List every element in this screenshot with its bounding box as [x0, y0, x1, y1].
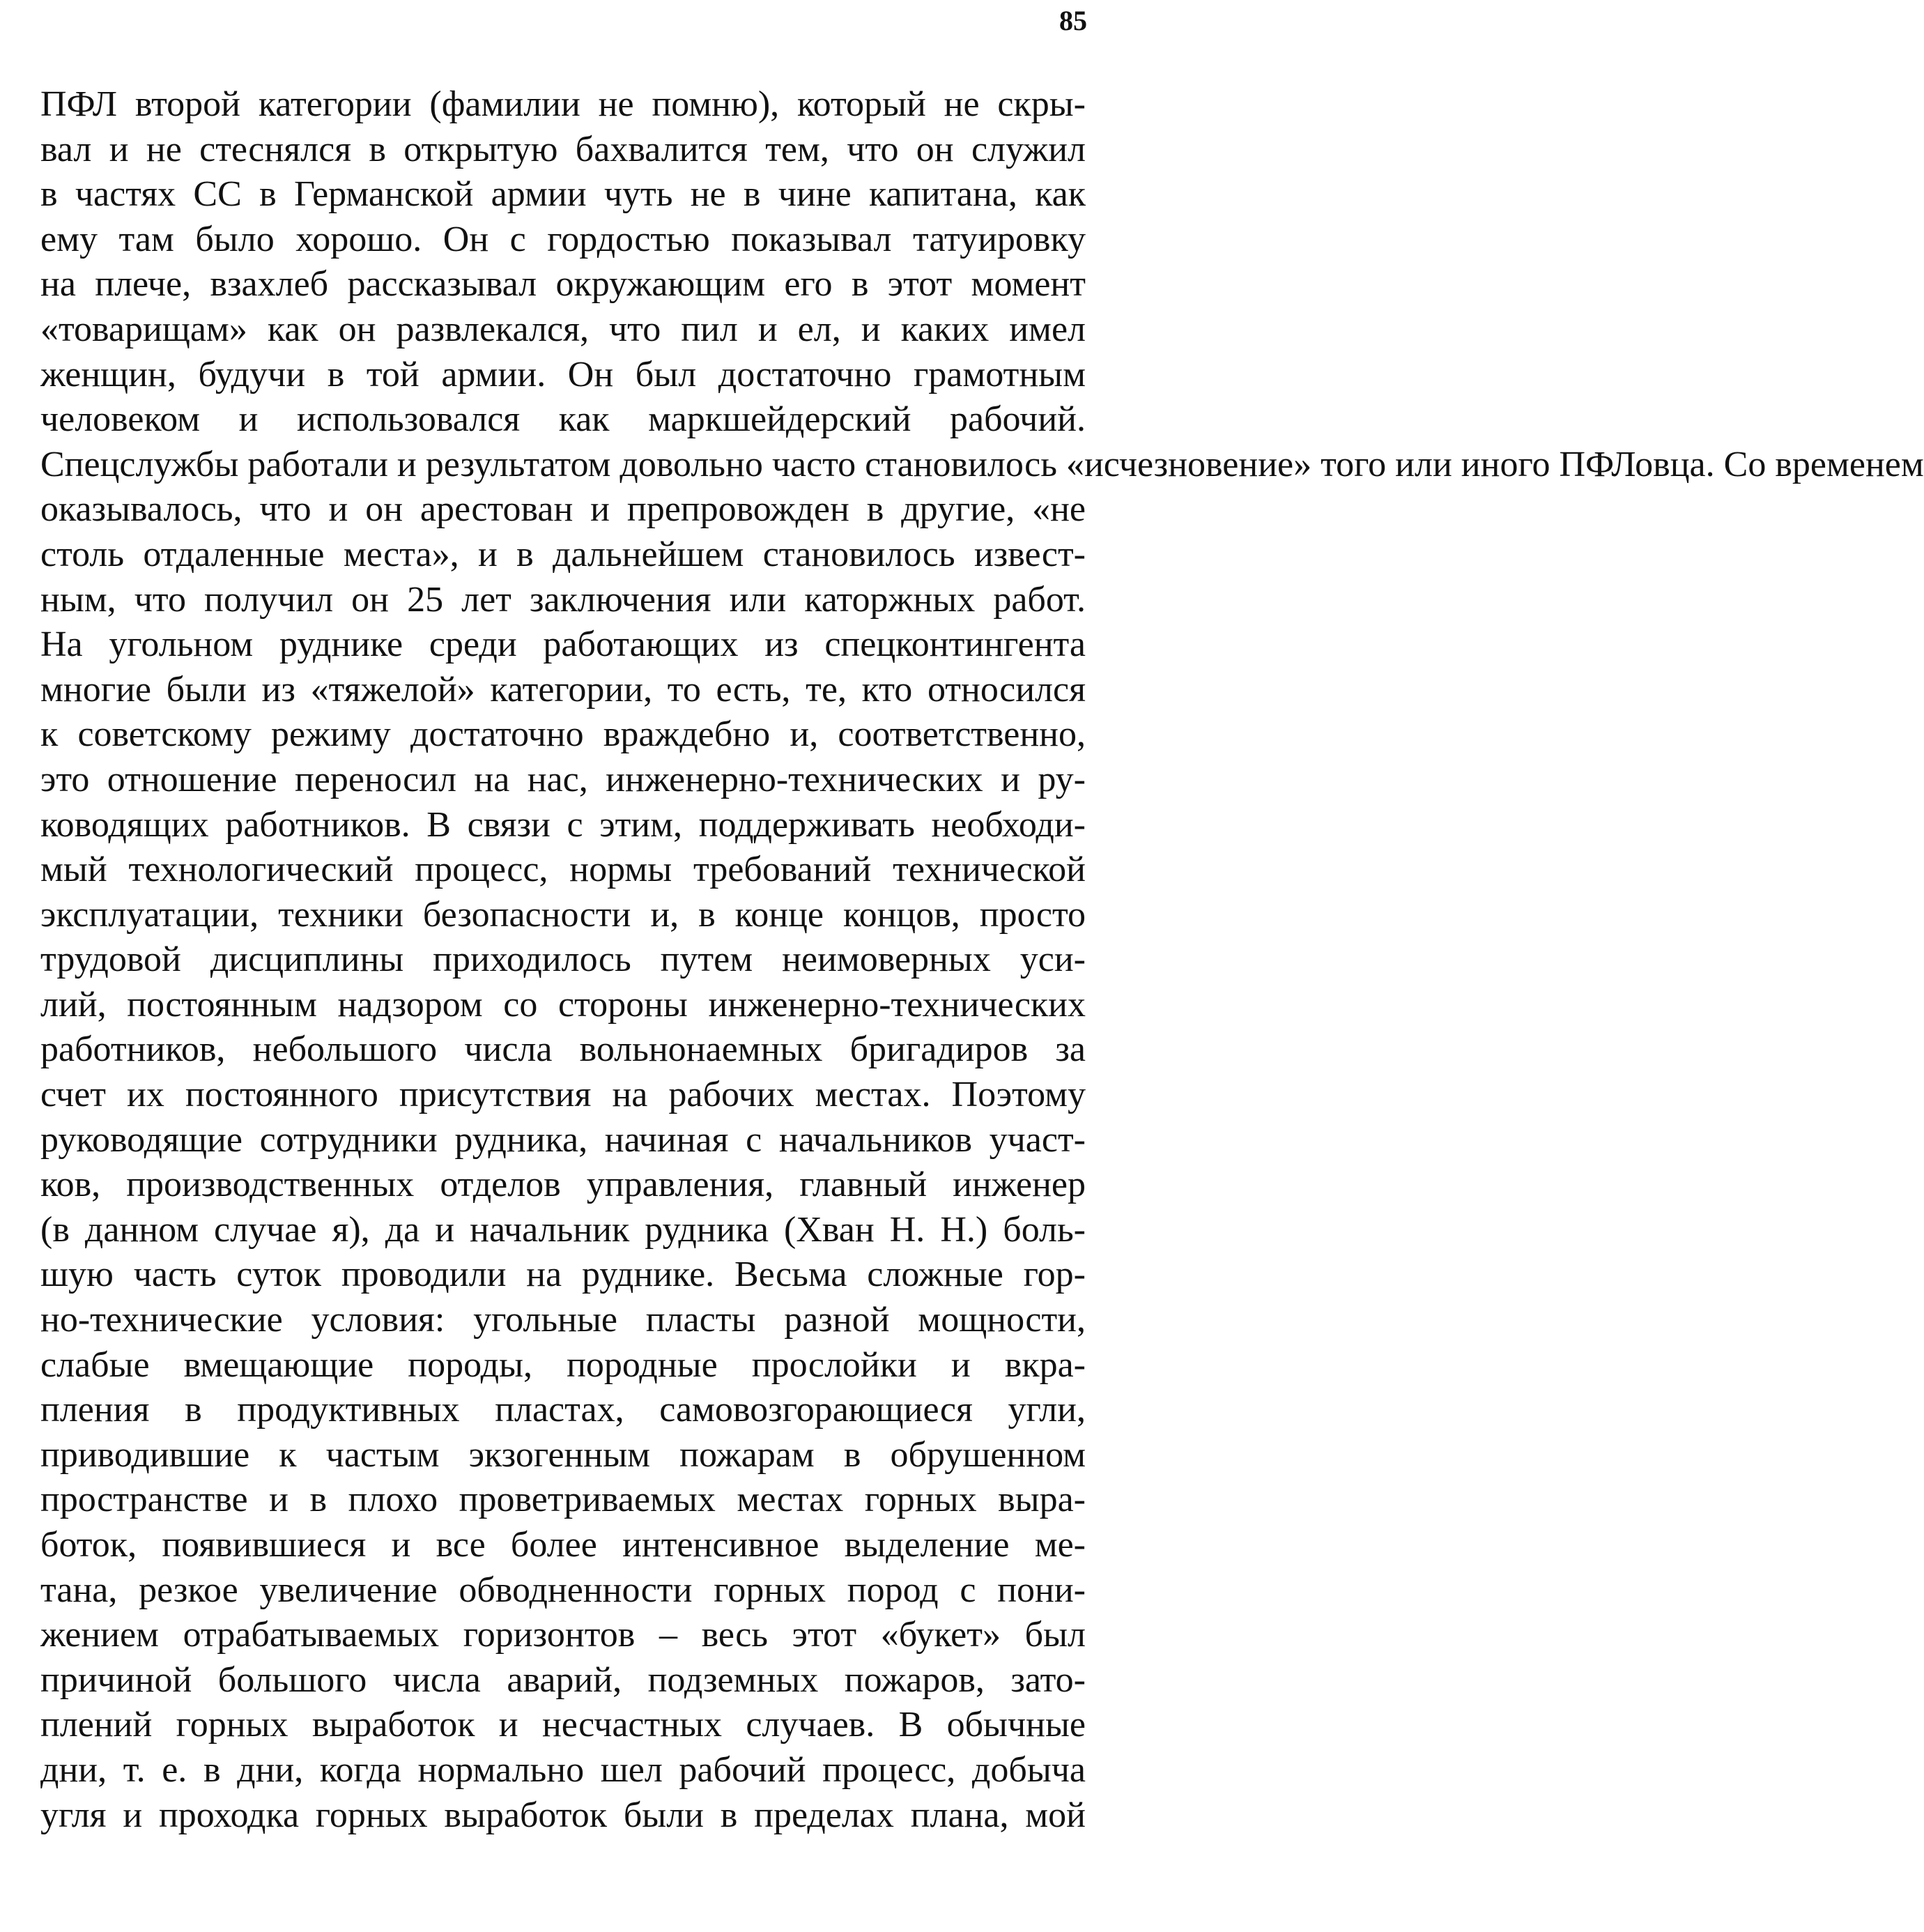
- text-line: причиной большого числа аварий, подземных пожаров, зато-: [40, 1659, 1086, 1700]
- text-line: боток, появившиеся и все более интенсивное выделение ме-: [40, 1525, 1086, 1565]
- text-line: к советскому режиму достаточно враждебно и, соответственно,: [40, 714, 1086, 755]
- text-line: женщин, будучи в той армии. Он был достаточно грамотным: [40, 354, 1086, 394]
- text-line: ным, что получил он 25 лет заключения или каторжных работ.: [40, 579, 1086, 620]
- text-line: слабые вмещающие породы, породные прослойки и вкра-: [40, 1344, 1086, 1385]
- text-line: лий, постоянным надзором со стороны инженерно-технических: [40, 984, 1086, 1025]
- text-line: вал и не стеснялся в открытую бахвалится тем, что он служил: [40, 129, 1086, 169]
- text-line: ков, производственных отделов управления, главный инженер: [40, 1165, 1086, 1205]
- text-line: ПФЛ второй категории (фамилии не помню), который не скры-: [40, 84, 1086, 124]
- text-line: жением отрабатываемых горизонтов – весь этот «букет» был: [40, 1615, 1086, 1655]
- text-line: угля и проходка горных выработок были в пределах плана, мой: [40, 1795, 1086, 1835]
- text-line: работников, небольшого числа вольнонаемных бригадиров за: [40, 1029, 1086, 1070]
- text-line: столь отдаленные места», и в дальнейшем становилось извест-: [40, 534, 1086, 574]
- text-line: человеком и использовался как маркшейдерский рабочий.: [40, 399, 1086, 440]
- text-line: на плече, взахлеб рассказывал окружающим его в этот момент: [40, 264, 1086, 305]
- text-line: руководящие сотрудники рудника, начиная с начальников участ-: [40, 1119, 1086, 1160]
- text-line: оказывалось, что и он арестован и препровожден в другие, «не: [40, 489, 1086, 530]
- text-line: Спецслужбы работали и результатом довольно часто становилось «исчезновение» того или иного ПФЛовца. Со временем: [40, 444, 1924, 484]
- text-line: дни, т. е. в дни, когда нормально шел рабочий процесс, добыча: [40, 1749, 1086, 1790]
- text-line: пространстве и в плохо проветриваемых местах горных выра-: [40, 1480, 1086, 1520]
- text-line: в частях СС в Германской армии чуть не в чине капитана, как: [40, 174, 1086, 215]
- text-line: эксплуатации, техники безопасности и, в конце концов, просто: [40, 894, 1086, 935]
- text-line: счет их постоянного присутствия на рабочих местах. Поэтому: [40, 1075, 1086, 1115]
- text-line: но-технические условия: угольные пласты разной мощности,: [40, 1300, 1086, 1340]
- text-line: мый технологический процесс, нормы требований технической: [40, 850, 1086, 890]
- text-line: приводившие к частым экзогенным пожарам в обрушенном: [40, 1434, 1086, 1475]
- text-line: трудовой дисциплины приходилось путем неимоверных уси-: [40, 940, 1086, 980]
- text-line: тана, резкое увеличение обводненности горных пород с пони-: [40, 1570, 1086, 1610]
- text-line: ководящих работников. В связи с этим, поддерживать необходи-: [40, 804, 1086, 845]
- body-text: [40, 82, 1924, 1838]
- text-line: ему там было хорошо. Он с гордостью показывал татуировку: [40, 219, 1086, 259]
- text-line: (в данном случае я), да и начальник рудника (Хван Н. Н.) боль-: [40, 1209, 1086, 1250]
- text-line: шую часть суток проводили на руднике. Весьма сложные гор-: [40, 1255, 1086, 1295]
- text-line: На угольном руднике среди работающих из спецконтингента: [40, 624, 1086, 665]
- text-line: многие были из «тяжелой» категории, то есть, те, кто относился: [40, 669, 1086, 710]
- text-line: «товарищам» как он развлекался, что пил и ел, и каких имел: [40, 309, 1086, 349]
- page-number: 85: [1059, 5, 1087, 36]
- text-line: это отношение переносил на нас, инженерно-технических и ру-: [40, 759, 1086, 799]
- text-line: пления в продуктивных пластах, самовозгорающиеся угли,: [40, 1390, 1086, 1430]
- text-line: плений горных выработок и несчастных случаев. В обычные: [40, 1705, 1086, 1745]
